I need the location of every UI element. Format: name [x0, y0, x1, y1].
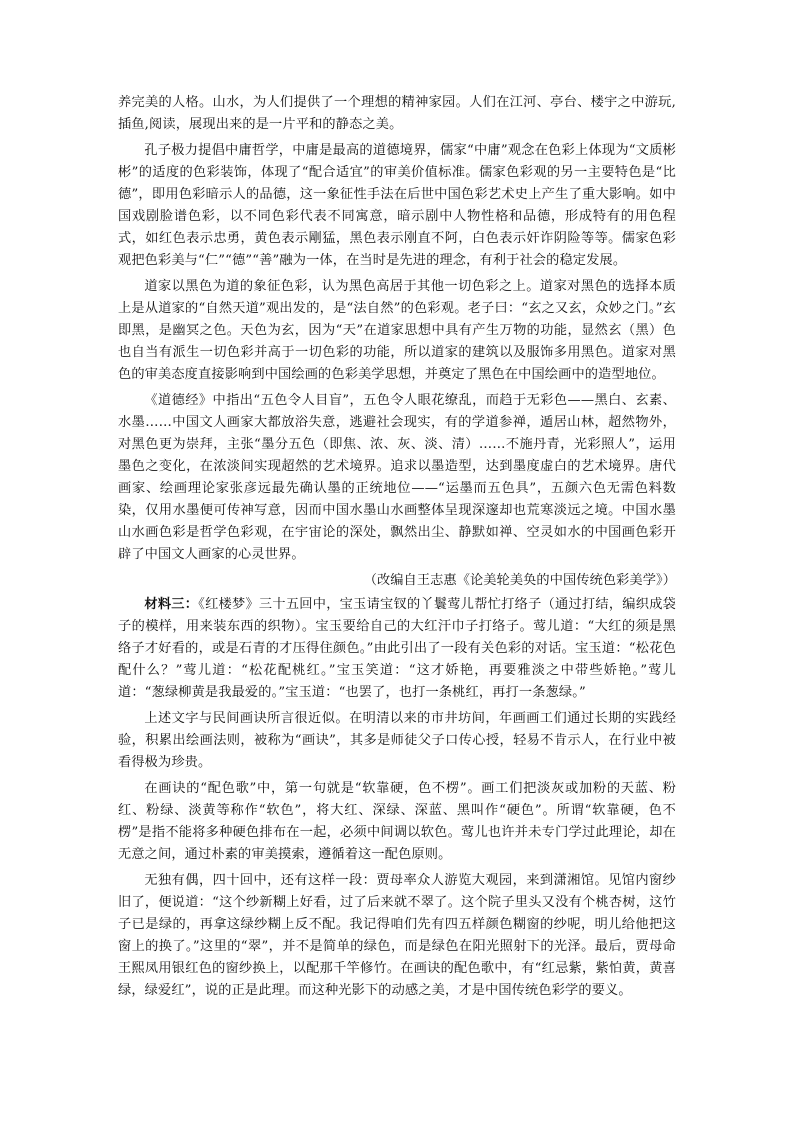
paragraph-huajue: 上述文字与民间画诀所言很近似。在明清以来的市井坊间，年画画工们通过长期的实践经验，积累出绘画法则，被称为“画诀”，其多是师徒父子口传心授，轻易不肯示人，在行业中被看得极为珍贵。 [118, 711, 676, 770]
paragraph-confucian-color: 孔子极力提倡中庸哲学，中庸是最高的道德境界，儒家“中庸”观念在色彩上体现为“文质彬彬”的适度的色彩装饰，体现了“配合适宜”的审美价值标准。儒家色彩观的另一主要特色是“比德”，即用色彩暗示人的品德，这一象征性手法在后世中国色彩艺术史上产生了重大影响。如中国戏剧脸谱色彩，以不同色彩代表不同寓意，暗示剧中人物性格和品德，形成特有的用色程式，如红色表示忠勇，黄色表示剛猛，黑色表示刚直不阿，白色表示奸诈阴险等等。儒家色彩观把色彩美与“仁”“德”“善”融为一体，在当时是先进的理念，有利于社会的稳定发展。 [118, 143, 676, 268]
source-citation: （改编自王志惠《论美轮美奂的中国传统色彩美学》） [363, 573, 676, 588]
material-three [118, 594, 676, 704]
paragraph-1: 养完美的人格。山水，为人们提供了一个理想的精神家园。人们在江河、亭台、楼宇之中游玩,插鱼,阅读，展现出来的是一片平和的静态之美。 [118, 95, 676, 132]
paragraph-taoist-black: 道家以黑色为道的象征色彩，认为黑色高居于其他一切色彩之上。道家对黑色的选择本质上是从道家的“自然天道”观出发的，是“法自然”的色彩观。老子曰：“玄之又玄，众妙之门。”玄即黑，是幽冥之色。天色为玄，因为“天”在道家思想中具有产生万物的功能，显然玄（黑）色也自当有派生一切色彩并高于一切色彩的功能，所以道家的建筑以及服饰多用黑色。道家对黑色的审美态度直接影响到中国绘画的色彩美学思想，并奠定了黑色在中国绘画中的造型地位。 [118, 279, 676, 382]
material-three-label: 材料三： [144, 597, 199, 612]
article-body [118, 92, 676, 1006]
paragraph-xiaoxiang-guan: 无独有偶，四十回中，还有这样一段：贾母率众人游览大观园，来到潇湘馆。见馆内窗纱旧了，便说道：“这个纱新糊上好看，过了后来就不翠了。这个院子里头又没有个桃杏树，这竹子已是绿的，再拿这绿纱糊上反不配。我记得咱们先有四五样颜色糊窗的纱呢，明儿给他把这窗上的换了。”这里的“翠”，并不是简单的绿色，而是绿色在阳光照射下的光泽。最后，贾母命王熙凤用银红色的窗纱换上，以配那千竿修竹。在画诀的配色歌中，有“红忌紫，紫怕黄，黄喜绿，绿爱红”，说的正是此理。而这种光影下的动感之美，才是中国传统色彩学的要义。 [118, 873, 676, 998]
paragraph-peise-ge: 在画诀的“配色歌”中，第一句就是“软靠硬，色不楞”。画工们把淡灰或加粉的天蓝、粉红、粉绿、淡黄等称作“软色”，将大红、深绿、深蓝、黑叫作“硬色”。所谓“软靠硬，色不楞”是指不能将多种硬色排布在一起，必须中间调以软色。莺儿也许并未专门学过此理论，却在无意之间，通过朴素的审美摸索，遵循着这一配色原则。 [118, 781, 676, 862]
material-three-text: 《红楼梦》三十五回中，宝玉请宝钗的丫鬟莺儿帮忙打络子（通过打结，编织成袋子的模样，用来装东西的织物）。宝玉要给自己的大红汗巾子打络子。莺儿道：“大红的须是黑络子才好看的，或是石青的才压得住颜色。”由此引出了一段有关色彩的对话。宝玉道：“松花色配什么？”莺儿道：“松花配桃红。”宝玉笑道：“这才娇艳，再要雅淡之中带些娇艳。”莺儿道：“葱绿柳黄是我最爱的。”宝玉道：“也罢了，也打一条桃红，再打一条葱绿。” [118, 597, 677, 700]
paragraph-daodejing: 《道德经》中指出“五色令人目盲”，五色令人眼花缭乱，而趋于无彩色——黑白、玄素、水墨……中国文人画家大都放浴失意，逃避社会现实，有的学道参禅，遁居山林，超然物外，对黑色更为崇拜，主张“墨分五色（即焦、浓、灰、淡、清）……不施丹青，光彩照人”，运用墨色之变化，在浓淡间实现超然的艺术境界。追求以墨造型，达到墨度虚白的艺术境界。唐代画家、绘画理论家张彦远最先确认墨的正统地位——“运墨而五色具”，五颜六色无需色料数染，仅用水墨便可传神写意，因而中国水墨山水画整体呈现深邃却也荒寒淡远之境。中国水墨山水画色彩是哲学色彩观，在宇宙论的深处，飘然出尘、静默如禅、空灵如水的中国画色彩开辟了中国文人画家的心灵世界。 [118, 393, 676, 562]
